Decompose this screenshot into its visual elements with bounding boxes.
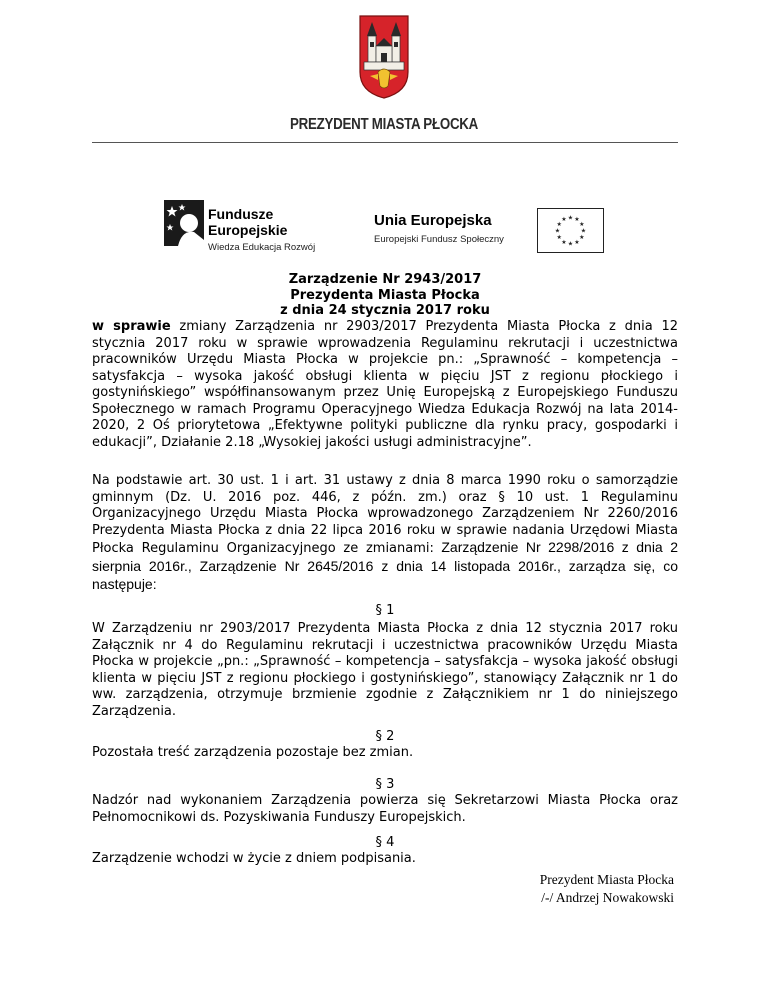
fe-line3: Wiedza Edukacja Rozwój [208,242,316,253]
title-line1: Zarządzenie Nr 2943/2017 [288,272,482,287]
document-title [92,272,678,319]
basis-text: Na podstawie art. 30 ust. 1 i art. 31 ustawy z dnia 8 marca 1990 roku o samorządzie gminnym (Dz. U. 2016 poz. 446, z późn. zm.) oraz § 10 ust. 1 Regulaminu Organizacyjnego Urzędu Miasta Płocka wprowadzonego Zarządzeniem Nr 2260/2016 Prezydenta Miasta Płocka z dnia 22 lipca 2016 roku w sprawie nadania Urzędowi Miasta Płocka Regulaminu Organizacyjnego ze zmianami: [92,473,678,556]
ue-line2: Europejski Fundusz Społeczny [374,234,504,245]
eu-star-icon: ★ [579,221,585,228]
title-line2: Prezydenta Miasta Płocka [290,287,480,303]
eu-star-icon: ★ [567,214,574,222]
legal-basis-paragraph [92,473,678,595]
org-name: PREZYDENT MIASTA PŁOCKA [289,116,479,133]
fe-line2: Europejskie [208,222,288,238]
eu-star-icon: ★ [561,238,567,246]
section-4-text: Zarządzenie wchodzi w życie z dniem podpisania. [92,851,416,866]
fundusze-europejskie-text [208,206,315,255]
signature-block [540,871,674,907]
signature-name: /-/ Andrzej Nowakowski [541,890,674,905]
header-divider [92,142,678,143]
eu-star-icon: ★ [561,216,567,224]
eu-flag-icon [537,208,604,253]
section-3-mark: § 3 [375,777,395,792]
basis-amendments: Zarządzenie Nr 2298/2016 z dnia 2 sierpnia 2016r., Zarządzenie Nr 2645/2016 z dnia 14 listopada 2016r., zarządza się, co następuje: [92,539,678,592]
section-2-text: Pozostała treść zarządzenia pozostaje bez zmian. [92,745,414,760]
section-4-mark: § 4 [375,835,395,850]
signature-title: Prezydent Miasta Płocka [539,872,674,887]
section-3-text: Nadzór nad wykonaniem Zarządzenia powierza się Sekretarzowi Miasta Płocka oraz Pełnomocnikowi ds. Pozyskiwania Funduszy Europejskich. [92,793,678,825]
fundusze-europejskie-logo [164,200,204,246]
eu-star-icon: ★ [580,227,587,235]
subject-paragraph [92,319,678,451]
eu-star-icon: ★ [574,238,580,246]
subject-lead: w sprawie [92,319,171,334]
ue-line1: Unia Europejska [374,212,492,229]
fe-line1: Fundusze [208,206,274,222]
section-1-mark: § 1 [375,603,395,618]
subject-text: zmiany Zarządzenia nr 2903/2017 Prezydenta Miasta Płocka z dnia 12 stycznia 2017 roku w sprawie wprowadzenia Regulaminu rekrutacji i uczestnictwa pracowników Urzędu Miasta Płocka w projekcie pn.: „Sprawność – kompetencja – satysfakcja – wysoka jakość obsługi klienta w pięciu JST z regionu płockiego i gostynińskiego” współfinansowanym przez Unię Europejską z Europejskiego Funduszu Społecznego w ramach Programu Operacyjnego Wiedza Edukacja Rozwój na lata 2014-2020, 2 Oś priorytetowa „Efektywne polityki publiczne dla rynku pracy, gospodarki i edukacji”, Działanie 2.18 „Wysokiej jakości usługi administracyjne”. [92,319,678,450]
section-1-text: W Zarządzeniu nr 2903/2017 Prezydenta Miasta Płocka z dnia 12 stycznia 2017 roku Załącznik nr 4 do Regulaminu rekrutacji i uczestnictwa pracowników Urzędu Miasta Płocka w projekcie „pn.: „Sprawność – kompetencja – satysfakcja – wysoka jakość obsługi klienta w pięciu JST z regionu płockiego i gostynińskiego”, stanowiący Załącznik nr 1 do ww. zarządzenia, otrzymuje brzmienie zgodnie z Załącznikiem nr 1 do niniejszego Zarządzenia. [92,621,678,719]
title-line3: z dnia 24 stycznia 2017 roku [280,303,490,318]
section-2-mark: § 2 [375,729,395,744]
eu-star-icon: ★ [574,216,580,224]
eu-star-icon: ★ [556,221,562,228]
eu-star-icon: ★ [579,234,585,241]
eu-star-icon: ★ [567,240,574,248]
city-crest-logo [358,14,410,100]
eu-star-icon: ★ [556,234,562,241]
unia-europejska-text [374,212,504,247]
eu-star-icon: ★ [554,227,561,235]
